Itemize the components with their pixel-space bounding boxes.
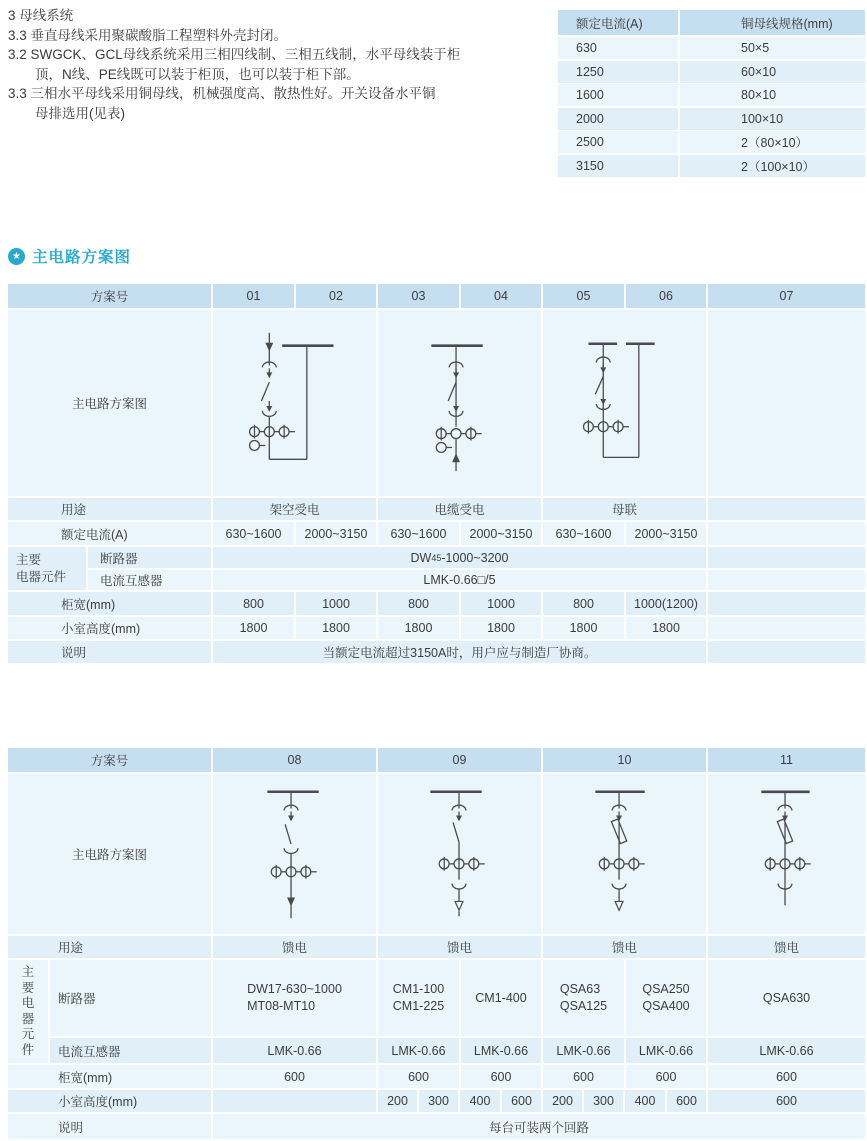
current-cell: 1250 (558, 61, 680, 83)
height-cell: 400 (460, 1090, 502, 1112)
breaker-cell: CM1-400 (461, 960, 543, 1036)
scheme-number-cell: 04 (461, 284, 543, 308)
notes-heading: 3 母线系统 (8, 8, 74, 23)
breaker-cell-empty (708, 547, 867, 568)
remark-cell: 每台可装两个回路 (213, 1114, 867, 1139)
width-cell: 1000(1200) (626, 592, 708, 615)
scheme-08-circuit-diagram (213, 774, 376, 934)
scheme-number-cell: 02 (296, 284, 378, 308)
diagram-cell (213, 774, 378, 934)
breaker-subscript: 45 (431, 552, 442, 563)
diagram-row (8, 310, 867, 496)
note-line: 3.3 三相水平母线采用铜母线，机械强度高、散热性好。开关设备水平铜 (8, 86, 436, 101)
main-components-group (8, 547, 867, 590)
spec-cell: 2（80×10） (680, 131, 867, 153)
spec-cell: 80×10 (680, 84, 867, 106)
breaker-row (88, 547, 867, 568)
height-cell: 600 (502, 1090, 543, 1112)
height-cell: 200 (543, 1090, 584, 1112)
usage-cell: 架空受电 (213, 498, 378, 520)
current-cell: 630 (558, 37, 680, 59)
ct-cell: LMK-0.66 (461, 1038, 543, 1063)
diagram-cell (378, 774, 543, 934)
scheme-03-04-circuit-diagram (378, 310, 541, 496)
note-line: 母排选用(见表) (35, 105, 125, 121)
breaker-value-cell (213, 547, 708, 568)
row-label: 柜宽(mm) (8, 1065, 213, 1088)
diagram-cell (708, 774, 867, 934)
remark-row (8, 641, 867, 663)
width-cell: 1000 (296, 592, 378, 615)
star-circle-icon: ★ (8, 248, 25, 265)
width-cell: 600 (543, 1065, 626, 1088)
breaker-cell (626, 960, 708, 1036)
width-cell: 600 (378, 1065, 461, 1088)
height-cell: 600 (667, 1090, 708, 1112)
components-group-label (8, 547, 88, 590)
usage-cell: 馈电 (708, 936, 867, 958)
breaker-model: CM1-100 (392, 982, 445, 996)
ct-row (50, 1038, 867, 1063)
width-cell-empty (708, 592, 867, 615)
breaker-model: DW17-630~1000 (247, 982, 342, 996)
rated-current-cell: 2000~3150 (296, 522, 378, 545)
usage-cell-empty (708, 498, 867, 520)
ct-cell: LMK-0.66 (543, 1038, 626, 1063)
column-header-spec: 铜母线规格(mm) (680, 10, 867, 35)
rated-current-row (8, 522, 867, 545)
spec-cell: 100×10 (680, 108, 867, 130)
row-label: 断路器 (50, 960, 213, 1036)
width-cell: 800 (543, 592, 626, 615)
height-cell: 600 (708, 1090, 867, 1112)
width-cell: 600 (626, 1065, 708, 1088)
section-title-text: 主电路方案图 (32, 249, 132, 266)
column-header-current: 额定电流(A) (558, 10, 680, 35)
row-label: 小室高度(mm) (8, 1090, 213, 1112)
rated-current-cell: 2000~3150 (626, 522, 708, 545)
rated-current-cell-empty (708, 522, 867, 545)
usage-row (8, 936, 867, 958)
diagram-row-label: 主电路方案图 (8, 310, 213, 496)
scheme-09-circuit-diagram (378, 774, 541, 934)
scheme-number-cell: 09 (378, 748, 543, 772)
current-cell: 3150 (558, 155, 680, 177)
group-label-line1: 主要 (16, 552, 42, 567)
ct-cell-empty (708, 570, 867, 590)
table-row (558, 108, 867, 130)
ct-value-cell: LMK-0.66□/5 (213, 570, 708, 590)
breaker-row (50, 960, 867, 1036)
row-label: 电流互感器 (88, 570, 213, 590)
breaker-model: QSA63 (559, 982, 601, 996)
scheme-table-2 (8, 748, 867, 1141)
row-label: 电流互感器 (50, 1038, 213, 1063)
breaker-suffix: -1000~3200 (441, 550, 509, 565)
remark-cell: 当额定电流超过3150A时，用户应与制造厂协商。 (213, 641, 708, 663)
rated-current-cell: 2000~3150 (461, 522, 543, 545)
scheme-number-cell: 05 (543, 284, 626, 308)
rated-current-cell: 630~1600 (378, 522, 461, 545)
cell-height-row (8, 1090, 867, 1112)
note-line: 3.3 垂直母线采用聚碳酸脂工程塑料外壳封闭。 (8, 27, 288, 43)
diagram-cell (213, 310, 378, 496)
scheme-number-cell: 10 (543, 748, 708, 772)
height-cell: 300 (584, 1090, 625, 1112)
ct-cell: LMK-0.66 (378, 1038, 461, 1063)
row-label: 说明 (8, 1114, 213, 1139)
table-row (558, 37, 867, 59)
ct-cell: LMK-0.66 (626, 1038, 708, 1063)
note-line: 顶，N线、PE线既可以装于柜顶，也可以装于柜下部。 (35, 66, 360, 82)
usage-cell: 电缆受电 (378, 498, 543, 520)
scheme-number-cell: 01 (213, 284, 296, 308)
breaker-cell: QSA630 (708, 960, 867, 1036)
ct-cell: LMK-0.66 (708, 1038, 867, 1063)
height-cell: 1800 (378, 617, 461, 639)
scheme-header-row (8, 284, 867, 308)
remark-row (8, 1114, 867, 1139)
usage-cell: 母联 (543, 498, 708, 520)
row-label: 额定电流(A) (8, 522, 213, 545)
diagram-cell (543, 310, 708, 496)
breaker-model: QSA400 (642, 999, 690, 1013)
diagram-cell (543, 774, 708, 934)
cell-height-row (8, 617, 867, 639)
group-label-vertical: 主要电器元件 (21, 965, 35, 1057)
breaker-model: QSA125 (559, 999, 608, 1013)
cabinet-width-row (8, 592, 867, 615)
cabinet-width-row (8, 1065, 867, 1088)
width-cell: 800 (378, 592, 461, 615)
scheme-10-circuit-diagram (543, 774, 706, 934)
scheme-05-06-circuit-diagram (543, 310, 706, 496)
busbar-system-notes (8, 6, 556, 123)
row-label: 用途 (8, 936, 213, 958)
table-row (558, 155, 867, 177)
section-title (8, 245, 131, 267)
row-label: 说明 (8, 641, 213, 663)
scheme-header-row (8, 748, 867, 772)
table-row (558, 131, 867, 153)
width-cell: 600 (708, 1065, 867, 1088)
components-group-label (8, 960, 50, 1063)
height-cell-empty (213, 1090, 378, 1112)
width-cell: 800 (213, 592, 296, 615)
width-cell: 600 (213, 1065, 378, 1088)
table-row (558, 84, 867, 106)
usage-cell: 馈电 (213, 936, 378, 958)
current-cell: 2000 (558, 108, 680, 130)
scheme-number-cell: 03 (378, 284, 461, 308)
diagram-cell (378, 310, 543, 496)
height-cell: 1800 (626, 617, 708, 639)
row-label: 用途 (8, 498, 213, 520)
remark-cell-empty (708, 641, 867, 663)
corner-cell: 方案号 (8, 284, 213, 308)
spec-cell: 50×5 (680, 37, 867, 59)
width-cell: 1000 (461, 592, 543, 615)
usage-row (8, 498, 867, 520)
width-cell: 600 (461, 1065, 543, 1088)
usage-cell: 馈电 (543, 936, 708, 958)
usage-cell: 馈电 (378, 936, 543, 958)
corner-cell: 方案号 (8, 748, 213, 772)
table-header-row (558, 10, 867, 35)
scheme-number-cell: 11 (708, 748, 867, 772)
ct-cell: LMK-0.66 (213, 1038, 378, 1063)
height-cell: 1800 (461, 617, 543, 639)
current-cell: 2500 (558, 131, 680, 153)
scheme-number-cell: 07 (708, 284, 867, 308)
row-label: 小室高度(mm) (8, 617, 213, 639)
rated-current-cell: 630~1600 (543, 522, 626, 545)
ct-row (88, 570, 867, 590)
spec-cell: 2（100×10） (680, 155, 867, 177)
height-cell: 1800 (213, 617, 296, 639)
breaker-cell (213, 960, 378, 1036)
scheme-number-cell: 06 (626, 284, 708, 308)
scheme-01-02-circuit-diagram (213, 310, 376, 496)
breaker-prefix: DW (410, 550, 432, 565)
row-label: 柜宽(mm) (8, 592, 213, 615)
height-cell: 1800 (543, 617, 626, 639)
breaker-model: QSA250 (642, 982, 690, 996)
table-row (558, 61, 867, 83)
diagram-row (8, 774, 867, 934)
breaker-model: MT08-MT10 (247, 999, 316, 1013)
rated-current-cell: 630~1600 (213, 522, 296, 545)
note-line: 3.2 SWGCK、GCL母线系统采用三相四线制、三相五线制，水平母线装于柜 (8, 47, 461, 62)
height-cell: 1800 (296, 617, 378, 639)
scheme-table-1 (8, 284, 867, 665)
breaker-cell (543, 960, 626, 1036)
breaker-model: CM1-225 (392, 999, 445, 1013)
height-cell: 200 (378, 1090, 419, 1112)
current-cell: 1600 (558, 84, 680, 106)
diagram-row-label: 主电路方案图 (8, 774, 213, 934)
scheme-number-cell: 08 (213, 748, 378, 772)
height-cell-empty (708, 617, 867, 639)
diagram-cell-empty (708, 310, 867, 496)
height-cell: 400 (625, 1090, 667, 1112)
main-components-group (8, 960, 867, 1063)
breaker-cell (378, 960, 461, 1036)
scheme-11-circuit-diagram (708, 774, 865, 934)
group-label-line2: 电器元件 (16, 569, 67, 584)
spec-cell: 60×10 (680, 61, 867, 83)
busbar-spec-table (558, 10, 867, 178)
row-label: 断路器 (88, 547, 213, 568)
height-cell: 300 (419, 1090, 460, 1112)
